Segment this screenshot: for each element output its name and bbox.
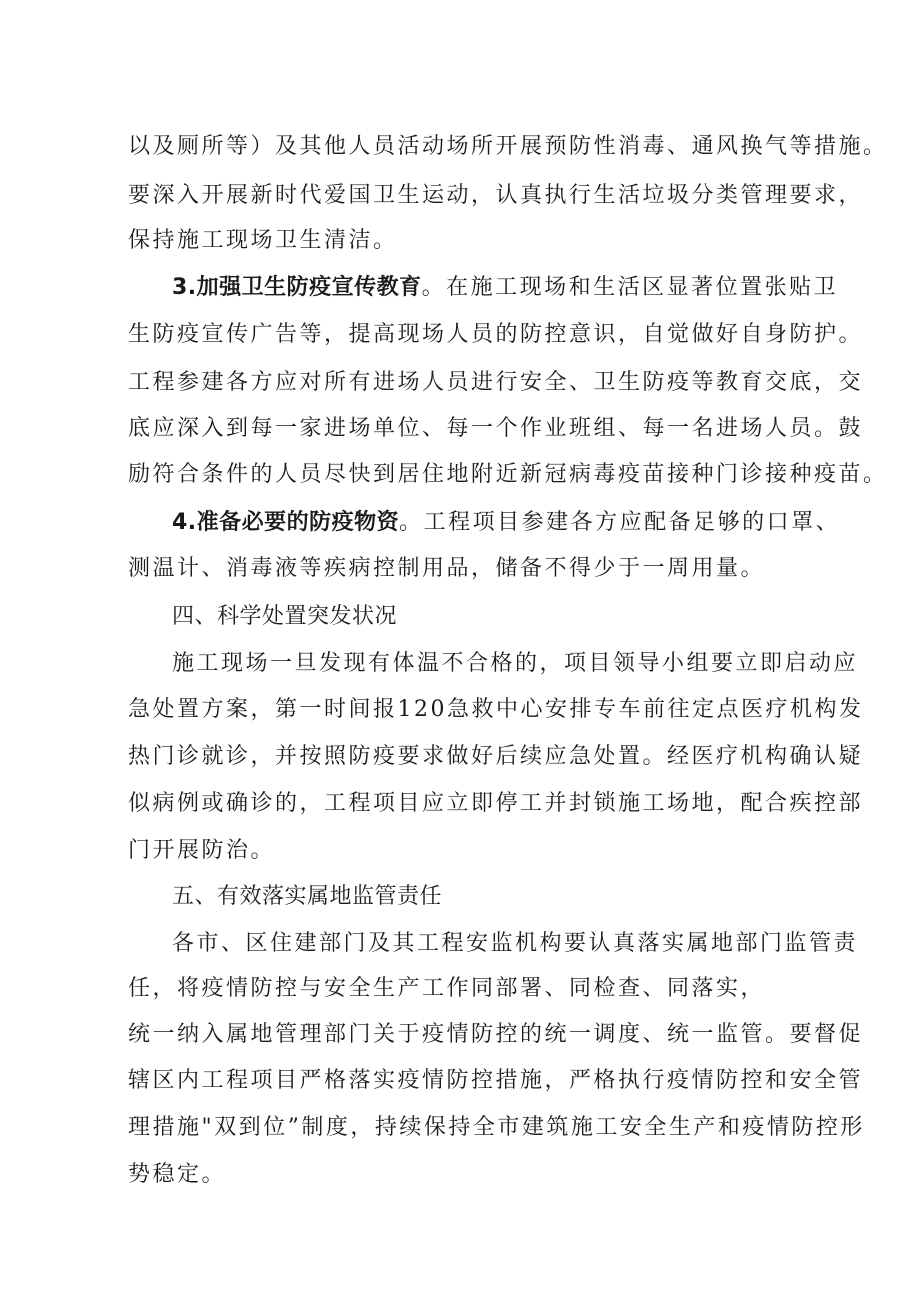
paragraph-5-line-6: 势稳定。 bbox=[128, 1162, 227, 1187]
paragraph-3-line-1 bbox=[172, 508, 840, 538]
section-4-title: 4.准备必要的防疫物资 bbox=[172, 510, 400, 535]
paragraph-5-line-3: 统一纳入属地管理部门关于疫情防控的统一调度、统一监管。要督促 bbox=[128, 1022, 864, 1047]
heading-section-five: 五、有效落实属地监管责任 bbox=[172, 884, 443, 909]
paragraph-1-line-2: 要深入开展新时代爱国卫生运动，认真执行生活垃圾分类管理要求， bbox=[128, 183, 864, 208]
paragraph-2-line-1 bbox=[172, 273, 838, 303]
paragraph-4-line-3: 热门诊就诊，并按照防疫要求做好后续应急处置。经医疗机构确认疑 bbox=[128, 744, 864, 769]
section-3-title: 3.加强卫生防疫宣传教育 bbox=[172, 275, 422, 300]
heading-section-four: 四、科学处置突发状况 bbox=[172, 604, 398, 629]
paragraph-2-line-2: 生防疫宣传广告等，提高现场人员的防控意识，自觉做好自身防护。 bbox=[128, 322, 864, 347]
paragraph-2-line-3: 工程参建各方应对所有进场人员进行安全、卫生防疫等教育交底，交 bbox=[128, 370, 864, 395]
paragraph-5-line-4: 辖区内工程项目严格落实疫情防控措施，严格执行疫情防控和安全管 bbox=[128, 1068, 864, 1093]
paragraph-2-line-4: 底应深入到每一家进场单位、每一个作业班组、每一名进场人员。鼓 bbox=[128, 416, 864, 441]
paragraph-4-line-5: 门开展防治。 bbox=[128, 838, 276, 863]
paragraph-4-line-4: 似病例或确诊的，工程项目应立即停工并封锁施工场地，配合疾控部 bbox=[128, 791, 864, 816]
paragraph-5-line-2: 任，将疫情防控与安全生产工作同部署、同检查、同落实， bbox=[128, 976, 766, 1001]
paragraph-5-line-5: 理措施"双到位”制度，持续保持全市建筑施工安全生产和疫情防控形 bbox=[128, 1115, 865, 1140]
paragraph-5-line-1: 各市、区住建部门及其工程安监机构要认真落实属地部门监管责 bbox=[172, 931, 859, 956]
paragraph-3-line-2: 测温计、消毒液等疾病控制用品，储备不得少于一周用量。 bbox=[128, 556, 766, 581]
paragraph-4-line-1: 施工现场一旦发现有体温不合格的，项目领导小组要立即启动应 bbox=[172, 651, 859, 676]
paragraph-3-line-1-rest: 。工程项目参建各方应配备足够的口罩、 bbox=[399, 510, 841, 535]
paragraph-1-line-1: 以及厕所等）及其他人员活动场所开展预防性消毒、通风换气等措施。 bbox=[128, 134, 888, 159]
paragraph-2-line-5: 励符合条件的人员尽快到居住地附近新冠病毒疫苗接种门诊接种疫苗。 bbox=[128, 462, 888, 487]
paragraph-2-line-1-rest: 。在施工现场和生活区显著位置张贴卫 bbox=[421, 275, 839, 300]
paragraph-1-line-3: 保持施工现场卫生清洁。 bbox=[128, 228, 398, 253]
paragraph-4-line-2: 急处置方案，第一时间报120急救中心安排专车前往定点医疗机构发 bbox=[128, 697, 864, 722]
